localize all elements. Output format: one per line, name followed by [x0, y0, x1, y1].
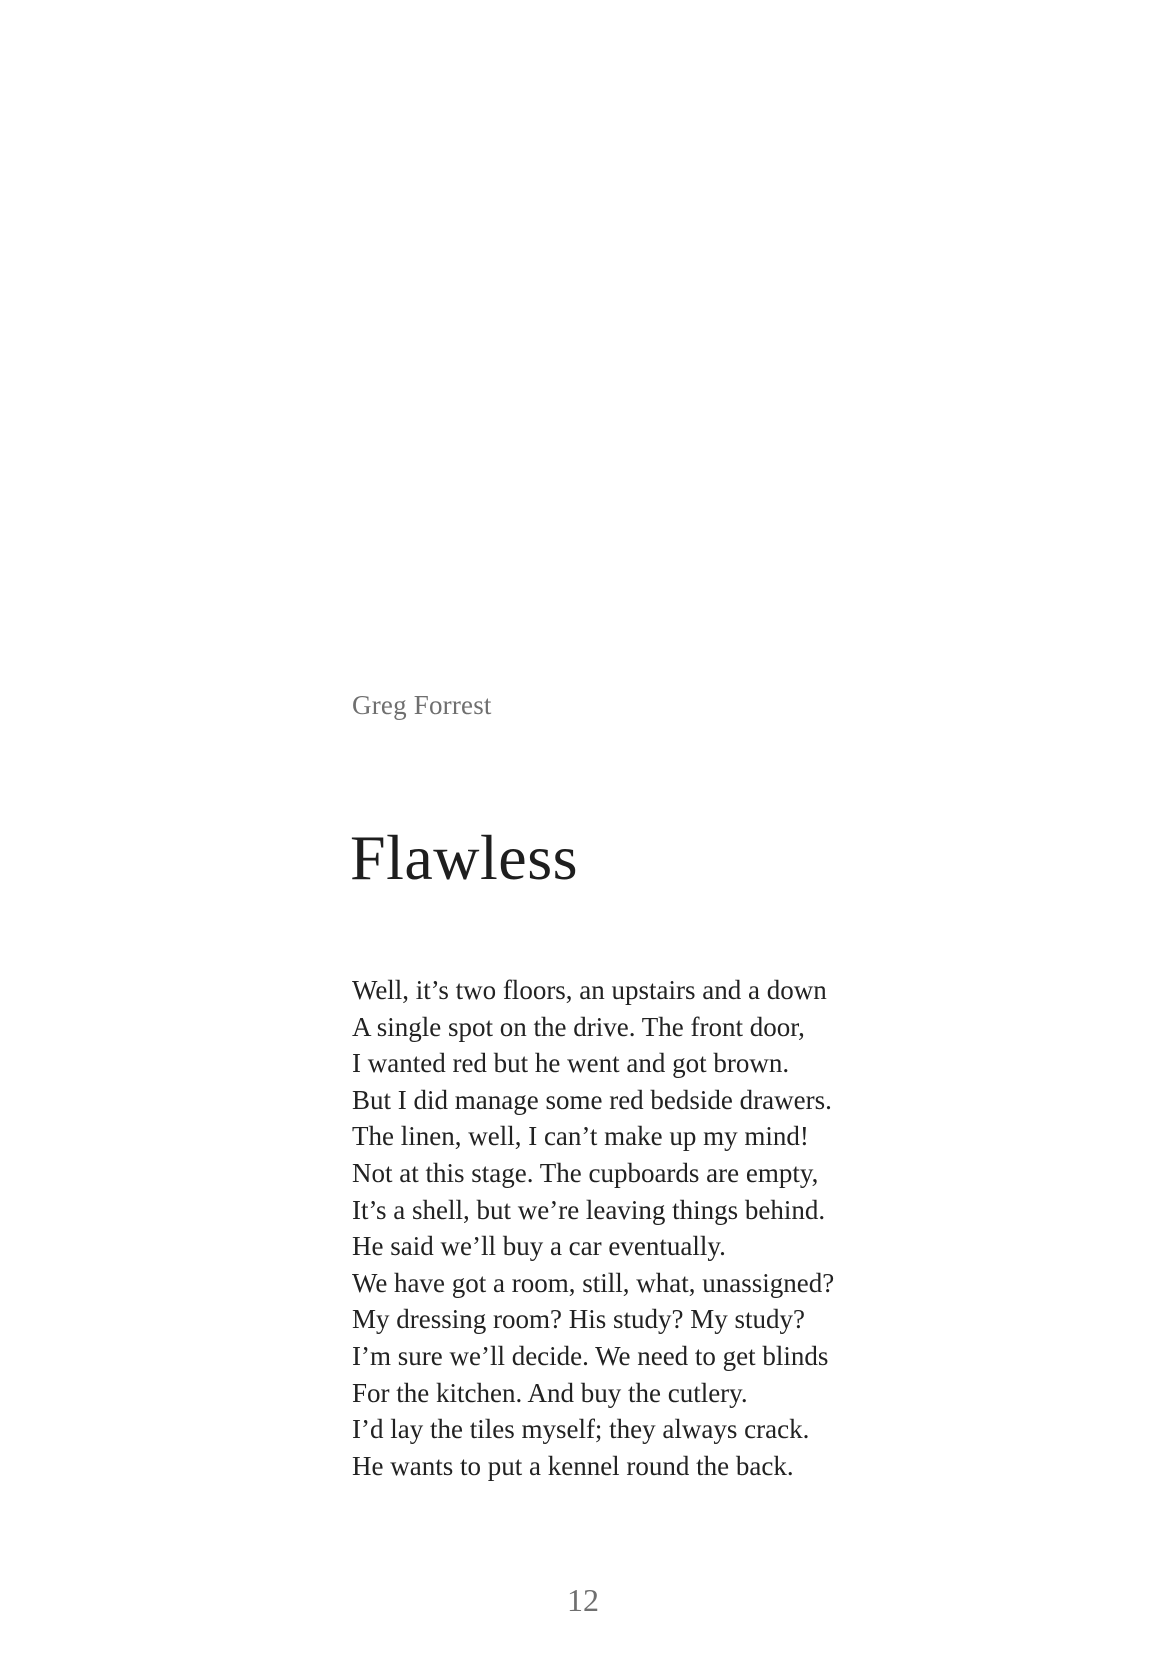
- poem-line: It’s a shell, but we’re leaving things behind.: [352, 1194, 826, 1225]
- poem-line: I’m sure we’ll decide. We need to get blinds: [352, 1340, 829, 1371]
- poem-line: I wanted red but he went and got brown.: [352, 1048, 790, 1079]
- poem-line: Not at this stage. The cupboards are empty,: [352, 1157, 819, 1188]
- poem-title: Flawless: [350, 822, 578, 893]
- poem-line: The linen, well, I can’t make up my mind!: [352, 1121, 809, 1152]
- poem-line: My dressing room? His study? My study?: [352, 1304, 805, 1335]
- poem-line: For the kitchen. And buy the cutlery.: [352, 1377, 748, 1408]
- poem-line: Well, it’s two floors, an upstairs and a down: [352, 975, 827, 1005]
- author-name: Greg Forrest: [352, 690, 492, 720]
- poem-line: A single spot on the drive. The front door,: [352, 1011, 805, 1042]
- poem-line: He wants to put a kennel round the back.: [352, 1450, 794, 1481]
- poem-line: He said we’ll buy a car eventually.: [352, 1231, 726, 1262]
- poem-line: We have got a room, still, what, unassigned?: [352, 1267, 835, 1298]
- page-number: 12: [567, 1582, 599, 1618]
- poem-line: I’d lay the tiles myself; they always crack.: [352, 1414, 810, 1445]
- poem-line: But I did manage some red bedside drawers.: [352, 1084, 832, 1115]
- poem-body: [352, 972, 834, 1484]
